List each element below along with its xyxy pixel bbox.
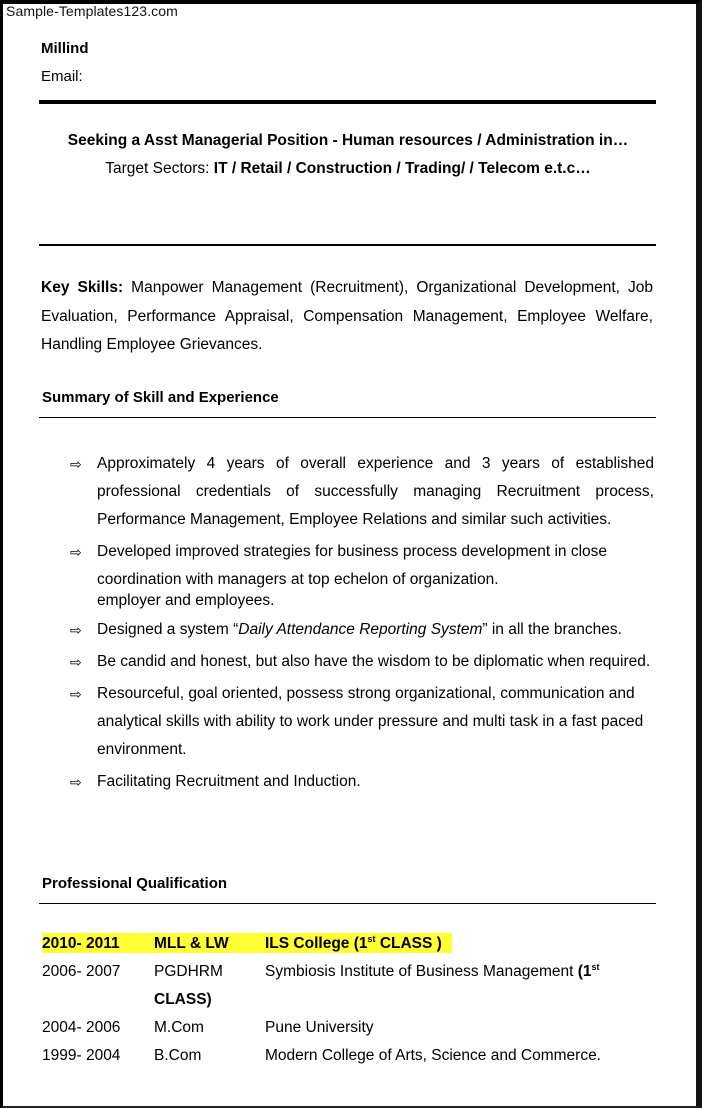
summary-item: ⇨ Facilitating Recruitment and Induction. — [70, 768, 654, 796]
qualification-table — [42, 930, 662, 1070]
qualification-degree: PGDHRM — [154, 963, 223, 980]
qualification-years: 2006- 2007 — [42, 963, 121, 980]
qualification-years: 1999- 2004 — [42, 1047, 121, 1064]
arrow-right-icon: ⇨ — [70, 622, 82, 638]
qualification-row — [42, 1014, 662, 1042]
arrow-right-icon: ⇨ — [70, 544, 82, 560]
arrow-right-icon: ⇨ — [70, 456, 82, 472]
key-skills-label: Key Skills: — [41, 279, 124, 296]
email-label: Email: — [41, 68, 83, 85]
summary-item: ⇨ Designed a system “Daily Attendance Reporting System” in all the branches. — [70, 616, 654, 644]
watermark: Sample-Templates123.com — [6, 3, 178, 19]
qualification-degree: MLL & LW — [154, 935, 229, 952]
arrow-right-icon: ⇨ — [70, 654, 82, 670]
summary-item: ⇨ Approximately 4 years of overall experience and 3 years of established professional credentials of successfully managing Recruitment process, Performance Management, Employee Relations and similar such activities. — [70, 450, 654, 534]
key-skills — [41, 274, 653, 360]
qualification-institute: ILS College (1st CLASS ) — [265, 934, 442, 952]
arrow-right-icon: ⇨ — [70, 686, 82, 702]
qualification-degree: M.Com — [154, 1019, 204, 1036]
objective-headline: Seeking a Asst Managerial Position - Human resources / Administration in… — [67, 132, 629, 149]
qualification-row — [42, 930, 662, 958]
summary-divider — [39, 417, 656, 418]
key-skills-text: Manpower Management (Recruitment), Organizational Development, Job Evaluation, Performance Appraisal, Compensation Management, Employee Welfare, Handling Employee Grievances. — [41, 279, 653, 353]
objective-divider — [39, 244, 656, 246]
qualification-divider — [39, 903, 656, 904]
qualification-years: 2010- 2011 — [42, 935, 120, 952]
candidate-name: Millind — [41, 40, 89, 57]
qualification-years: 2004- 2006 — [42, 1019, 121, 1036]
qualification-title: Professional Qualification — [42, 875, 228, 892]
qualification-class: CLASS) — [154, 991, 212, 1008]
arrow-right-icon: ⇨ — [70, 774, 82, 790]
target-sectors-value: IT / Retail / Construction / Trading/ / Telecom e.t.c… — [213, 160, 591, 177]
summary-item: ⇨ Developed improved strategies for business process development in close coordination with managers at top echelon of organization. employer and employees. — [70, 538, 654, 612]
qualification-degree: B.Com — [154, 1047, 202, 1064]
header-double-divider — [39, 100, 656, 104]
qualification-row — [42, 1042, 662, 1070]
qualification-row — [42, 958, 662, 1014]
summary-item: ⇨ Be candid and honest, but also have the wisdom to be diplomatic when required. — [70, 648, 654, 676]
target-sectors-label: Target Sectors: — [105, 160, 214, 177]
target-sectors — [40, 160, 656, 178]
qualification-institute: Symbiosis Institute of Business Management (1st — [265, 962, 600, 980]
summary-list — [70, 450, 654, 800]
summary-title: Summary of Skill and Experience — [42, 389, 279, 406]
summary-item: ⇨ Resourceful, goal oriented, possess strong organizational, communication and analytical skills with ability to work under pressure and multi task in a fast paced environment. — [70, 680, 654, 764]
qualification-institute: Modern College of Arts, Science and Commerce. — [265, 1047, 601, 1064]
qualification-institute: Pune University — [265, 1019, 374, 1036]
